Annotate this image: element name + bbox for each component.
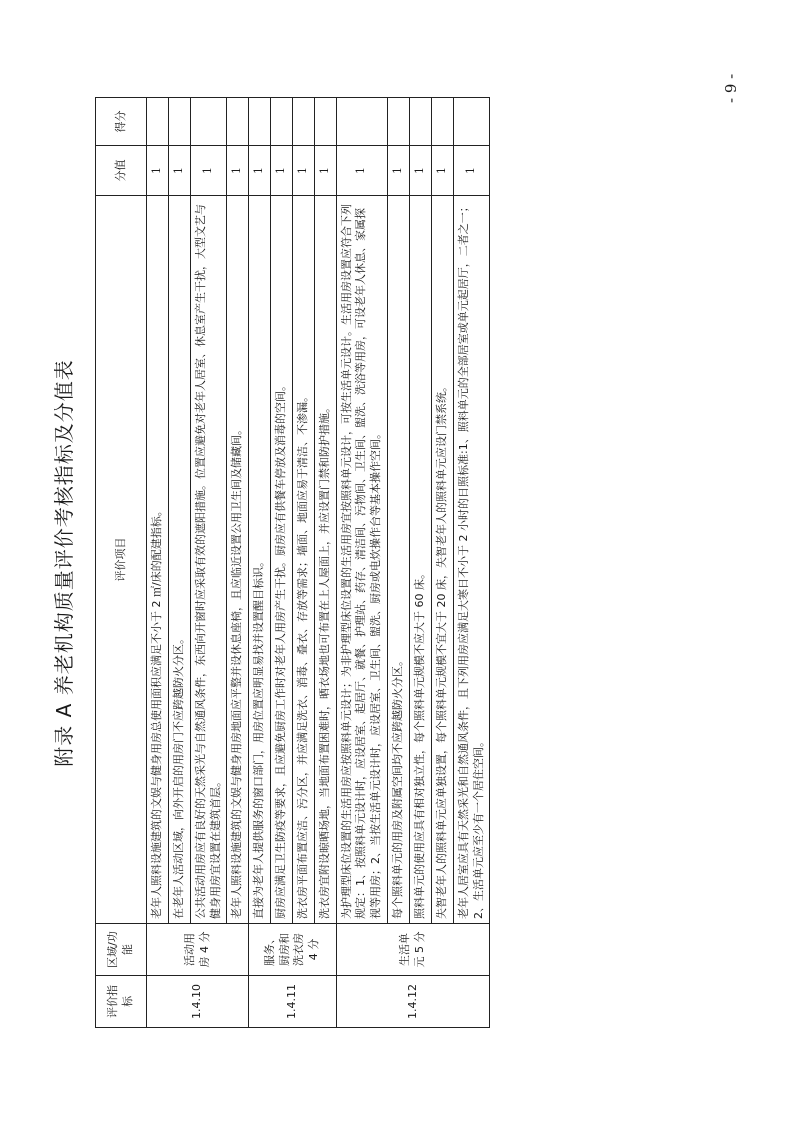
item-value: 1	[409, 146, 431, 196]
score-cell	[336, 98, 388, 146]
score-cell	[249, 98, 271, 146]
evaluation-table	[95, 97, 490, 1028]
document-title: 附录 A 养老机构质量评价考核指标及分值表	[52, 359, 76, 767]
item-value: 1	[271, 146, 293, 196]
item-value: 1	[388, 146, 410, 196]
score-cell	[190, 98, 227, 146]
item-value: 1	[227, 146, 249, 196]
item-value: 1	[453, 146, 490, 196]
item-text: 老年人照料设施建筑的文娱与健身用房地面应平整并设休息座椅，且应临近设置公用卫生间及储藏间。	[227, 196, 249, 924]
header-indicator: 评价指标	[96, 976, 147, 1028]
item-text: 老年人居室应具有天然采光和自然通风条件，且下列用房应满足大寒日不小于 2 小时的日照标准:1、照料单元的全部居室或单元起居厅，二者之一；2、生活单元应至少有一个居住空间。	[453, 196, 490, 924]
table-row	[271, 98, 293, 1028]
score-cell	[388, 98, 410, 146]
item-value: 1	[147, 146, 169, 196]
item-value: 1	[249, 146, 271, 196]
table-row	[388, 98, 410, 1028]
table-row	[249, 98, 271, 1028]
table-row	[409, 98, 431, 1028]
header-score: 得分	[96, 98, 147, 146]
table-row	[190, 98, 227, 1028]
header-area: 区域/功能	[96, 924, 147, 976]
item-text: 失智老年人的照料单元应单独设置，每个照料单元规模不宜大于 20 床，失智老年人的照料单元应设门禁系统。	[431, 196, 453, 924]
indicator-code: 1.4.11	[249, 976, 336, 1028]
page-number: - 9 -	[722, 73, 740, 103]
score-cell	[292, 98, 314, 146]
item-text: 直接为老年人提供服务的窗口部门，用房位置应明显易找并设置醒目标识。	[249, 196, 271, 924]
score-cell	[271, 98, 293, 146]
item-text: 洗衣房宜附设晾晒场地，当地面布置困难时，晒衣场地也可布置在上人屋面上，并应设置门禁和防护措施。	[314, 196, 336, 924]
item-value: 1	[314, 146, 336, 196]
area-label: 活动用房 4 分	[147, 924, 249, 976]
area-label: 生活单元 5 分	[336, 924, 490, 976]
table-row	[431, 98, 453, 1028]
item-text: 公共活动用房应有良好的天然采光与自然通风条件，东西向开窗时应采取有效的遮阳措施。位置应避免对老年人居室、休息室产生干扰，大型文艺与健身用房宜设置在建筑首层。	[190, 196, 227, 924]
indicator-code: 1.4.10	[147, 976, 249, 1028]
header-value: 分值	[96, 146, 147, 196]
table-row	[292, 98, 314, 1028]
item-text: 照料单元的使用应具有相对独立性，每个照料单元规模不应大于 60 床。	[409, 196, 431, 924]
item-value: 1	[431, 146, 453, 196]
score-cell	[168, 98, 190, 146]
score-cell	[147, 98, 169, 146]
score-cell	[431, 98, 453, 146]
item-value: 1	[168, 146, 190, 196]
table-row	[336, 98, 388, 1028]
score-cell	[453, 98, 490, 146]
table-body	[147, 98, 490, 1028]
score-cell	[227, 98, 249, 146]
item-text: 在老年人活动区域，向外开启的用房门不应跨越防火分区。	[168, 196, 190, 924]
score-cell	[314, 98, 336, 146]
item-text: 老年人照料设施建筑的文娱与健身用房总使用面积应满足不小于 2 ㎡/床的配建指标。	[147, 196, 169, 924]
area-label: 服务、厨房和洗衣房 4 分	[249, 924, 336, 976]
item-text: 厨房应满足卫生防疫等要求，且应避免厨房工作时对老年人用房产生干扰。厨房应有供餐车停放及消毒的空间。	[271, 196, 293, 924]
table-row	[168, 98, 190, 1028]
table-row	[314, 98, 336, 1028]
table-row	[147, 98, 169, 1028]
item-value: 1	[292, 146, 314, 196]
table-row	[227, 98, 249, 1028]
item-text: 洗衣房平面布置应洁、污分区，并应满足洗衣、消毒、叠衣、存放等需求；墙面、地面应易于清洁、不渗漏。	[292, 196, 314, 924]
score-cell	[409, 98, 431, 146]
item-value: 1	[190, 146, 227, 196]
table-row	[453, 98, 490, 1028]
item-value: 1	[336, 146, 388, 196]
table-header-row	[96, 98, 147, 1028]
indicator-code: 1.4.12	[336, 976, 490, 1028]
header-item: 评价项目	[96, 196, 147, 924]
item-text: 每个照料单元的用房及附属空间均不应跨越防火分区。	[388, 196, 410, 924]
item-text: 为护理型床位设置的生活用房应按照料单元设计；为非护理型床位设置的生活用房宜按照料单元设计，可按生活单元设计。生活用房设置应符合下列规定：1、按照料单元设计时，应设居室、起居厅、就餐、护理站、药存、清洁间、污物间、卫生间、盥洗、洗浴等用房，可设老年人休息、家属探视等用房；2、当按生活单元设计时，应设居室、卫生间、盥洗、厨房或电炊操作台等基本操作空间。	[336, 196, 388, 924]
